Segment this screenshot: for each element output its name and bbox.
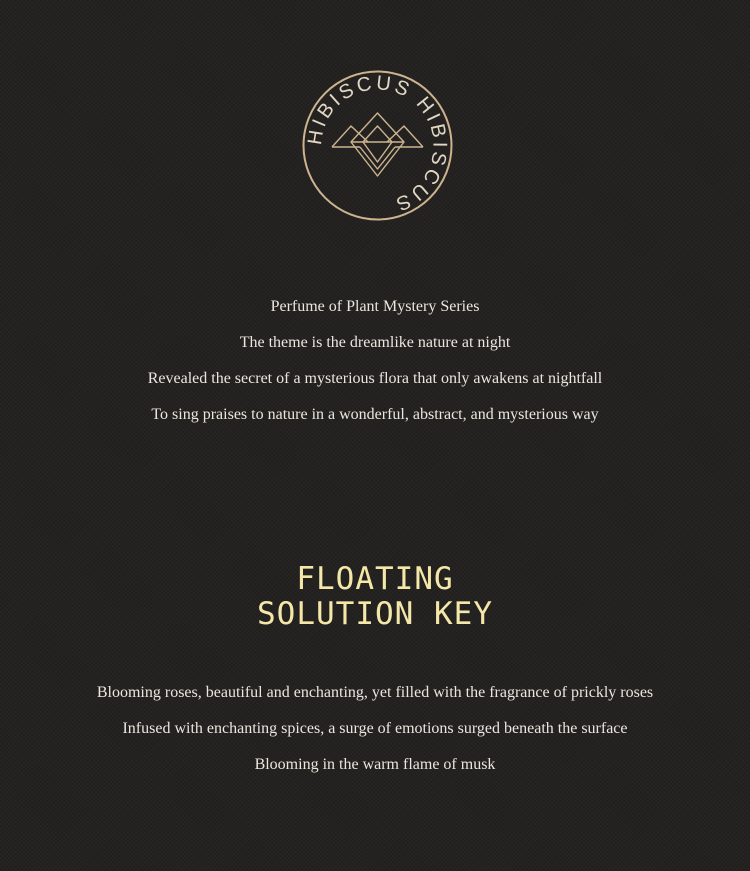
note-line: Infused with enchanting spices, a surge of emotions surged beneath the surface [122,720,628,737]
intro-line: Revealed the secret of a mysterious flora that only awakens at nightfall [147,370,603,387]
intro-line: Perfume of Plant Mystery Series [270,298,480,315]
product-title [0,562,750,632]
intro-line: The theme is the dreamlike nature at night [239,334,511,351]
intro-text-block [0,297,750,441]
hibiscus-seal-logo [300,68,455,223]
seal-text: HIBISCUS HIBISCUS [304,71,451,216]
note-line: Blooming in the warm flame of musk [254,756,496,773]
intro-line: To sing praises to nature in a wonderful, abstract, and mysterious way [151,406,599,423]
fragrance-notes [0,683,750,791]
seal-emblem-icon [300,68,455,223]
product-title-line-1: FLOATING [296,561,454,597]
note-line: Blooming roses, beautiful and enchanting, yet filled with the fragrance of prickly roses [96,684,654,701]
product-title-line-2: SOLUTION KEY [257,596,493,632]
